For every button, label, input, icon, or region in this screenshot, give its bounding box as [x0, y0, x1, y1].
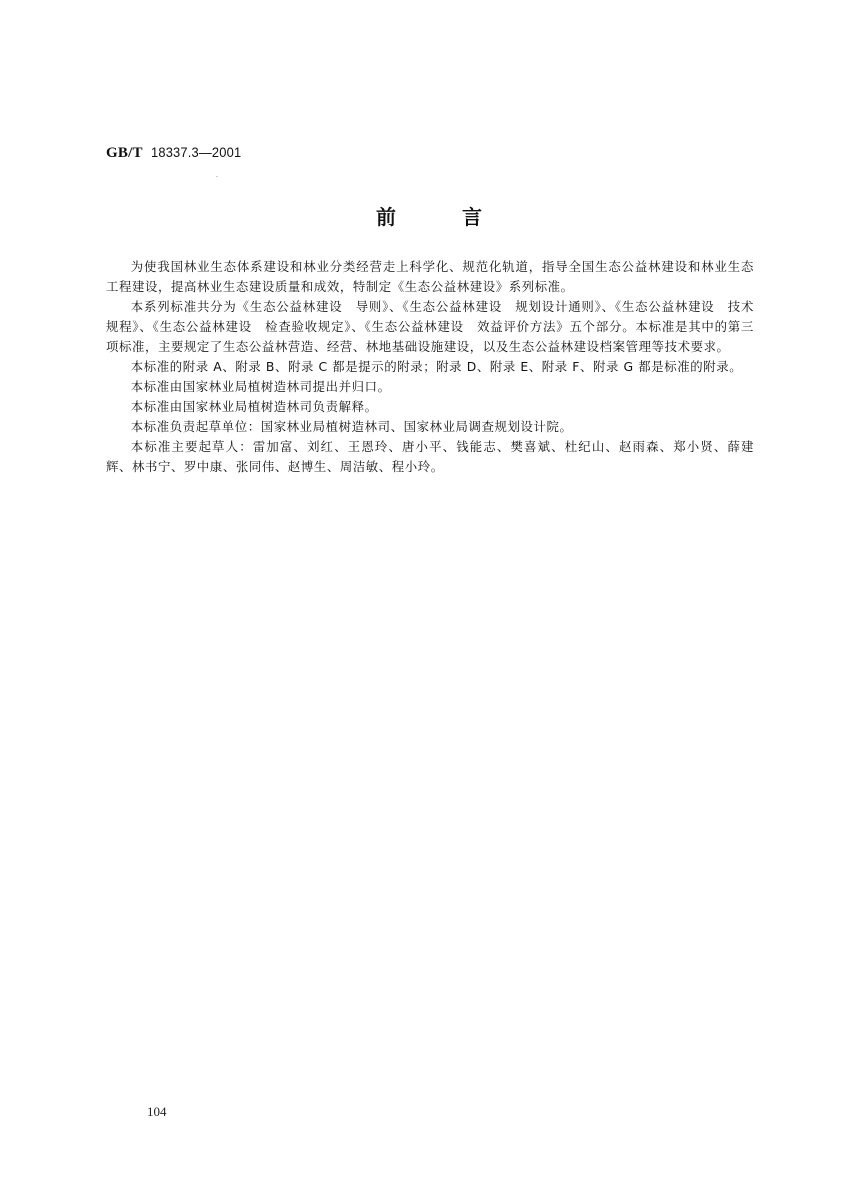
paragraph-appendices: 本标准的附录 A、附录 B、附录 C 都是提示的附录；附录 D、附录 E、附录 F、附录 G 都是标准的附录。	[130, 359, 743, 374]
title-char-2: 言	[462, 205, 482, 229]
standard-number	[106, 143, 249, 162]
paragraph-drafting-units: 本标准负责起草单位：国家林业局植树造林司、国家林业局调查规划设计院。	[130, 419, 573, 434]
standard-code: 18337.3—2001	[150, 144, 241, 160]
title-char-1: 前	[376, 205, 396, 229]
paragraph-drafters: 本标准主要起草人：雷加富、刘红、王恩玲、唐小平、钱能志、樊喜斌、杜纪山、赵雨森、郑小贤、薛建辉、林书宁、罗中康、张同伟、赵博生、周洁敏、程小玲。	[106, 439, 754, 474]
paragraph-proposer: 本标准由国家林业局植树造林司提出并归口。	[130, 379, 391, 394]
paragraph-series-parts: 本系列标准共分为《生态公益林建设 导则》、《生态公益林建设 规划设计通则》、《生态公益林建设 技术规程》、《生态公益林建设 检查验收规定》、《生态公益林建设 效益评价方法》五个部分。本标准是其中的第三项标准，主要规定了生态公益林营造、经营、林地基础设施建设，以及生态公益林建设档案管理等技术要求。	[106, 299, 754, 354]
foreword-body	[106, 257, 754, 477]
standard-prefix: GB/T	[106, 145, 143, 161]
paragraph-interpreter: 本标准由国家林业局植树造林司负责解释。	[130, 399, 378, 414]
scan-speck	[216, 176, 218, 177]
page-number: 104	[147, 1104, 167, 1119]
paragraph-purpose: 为使我国林业生态体系建设和林业分类经营走上科学化、规范化轨道，指导全国生态公益林建设和林业生态工程建设，提高林业生态建设质量和成效，特制定《生态公益林建设》系列标准。	[106, 259, 754, 294]
